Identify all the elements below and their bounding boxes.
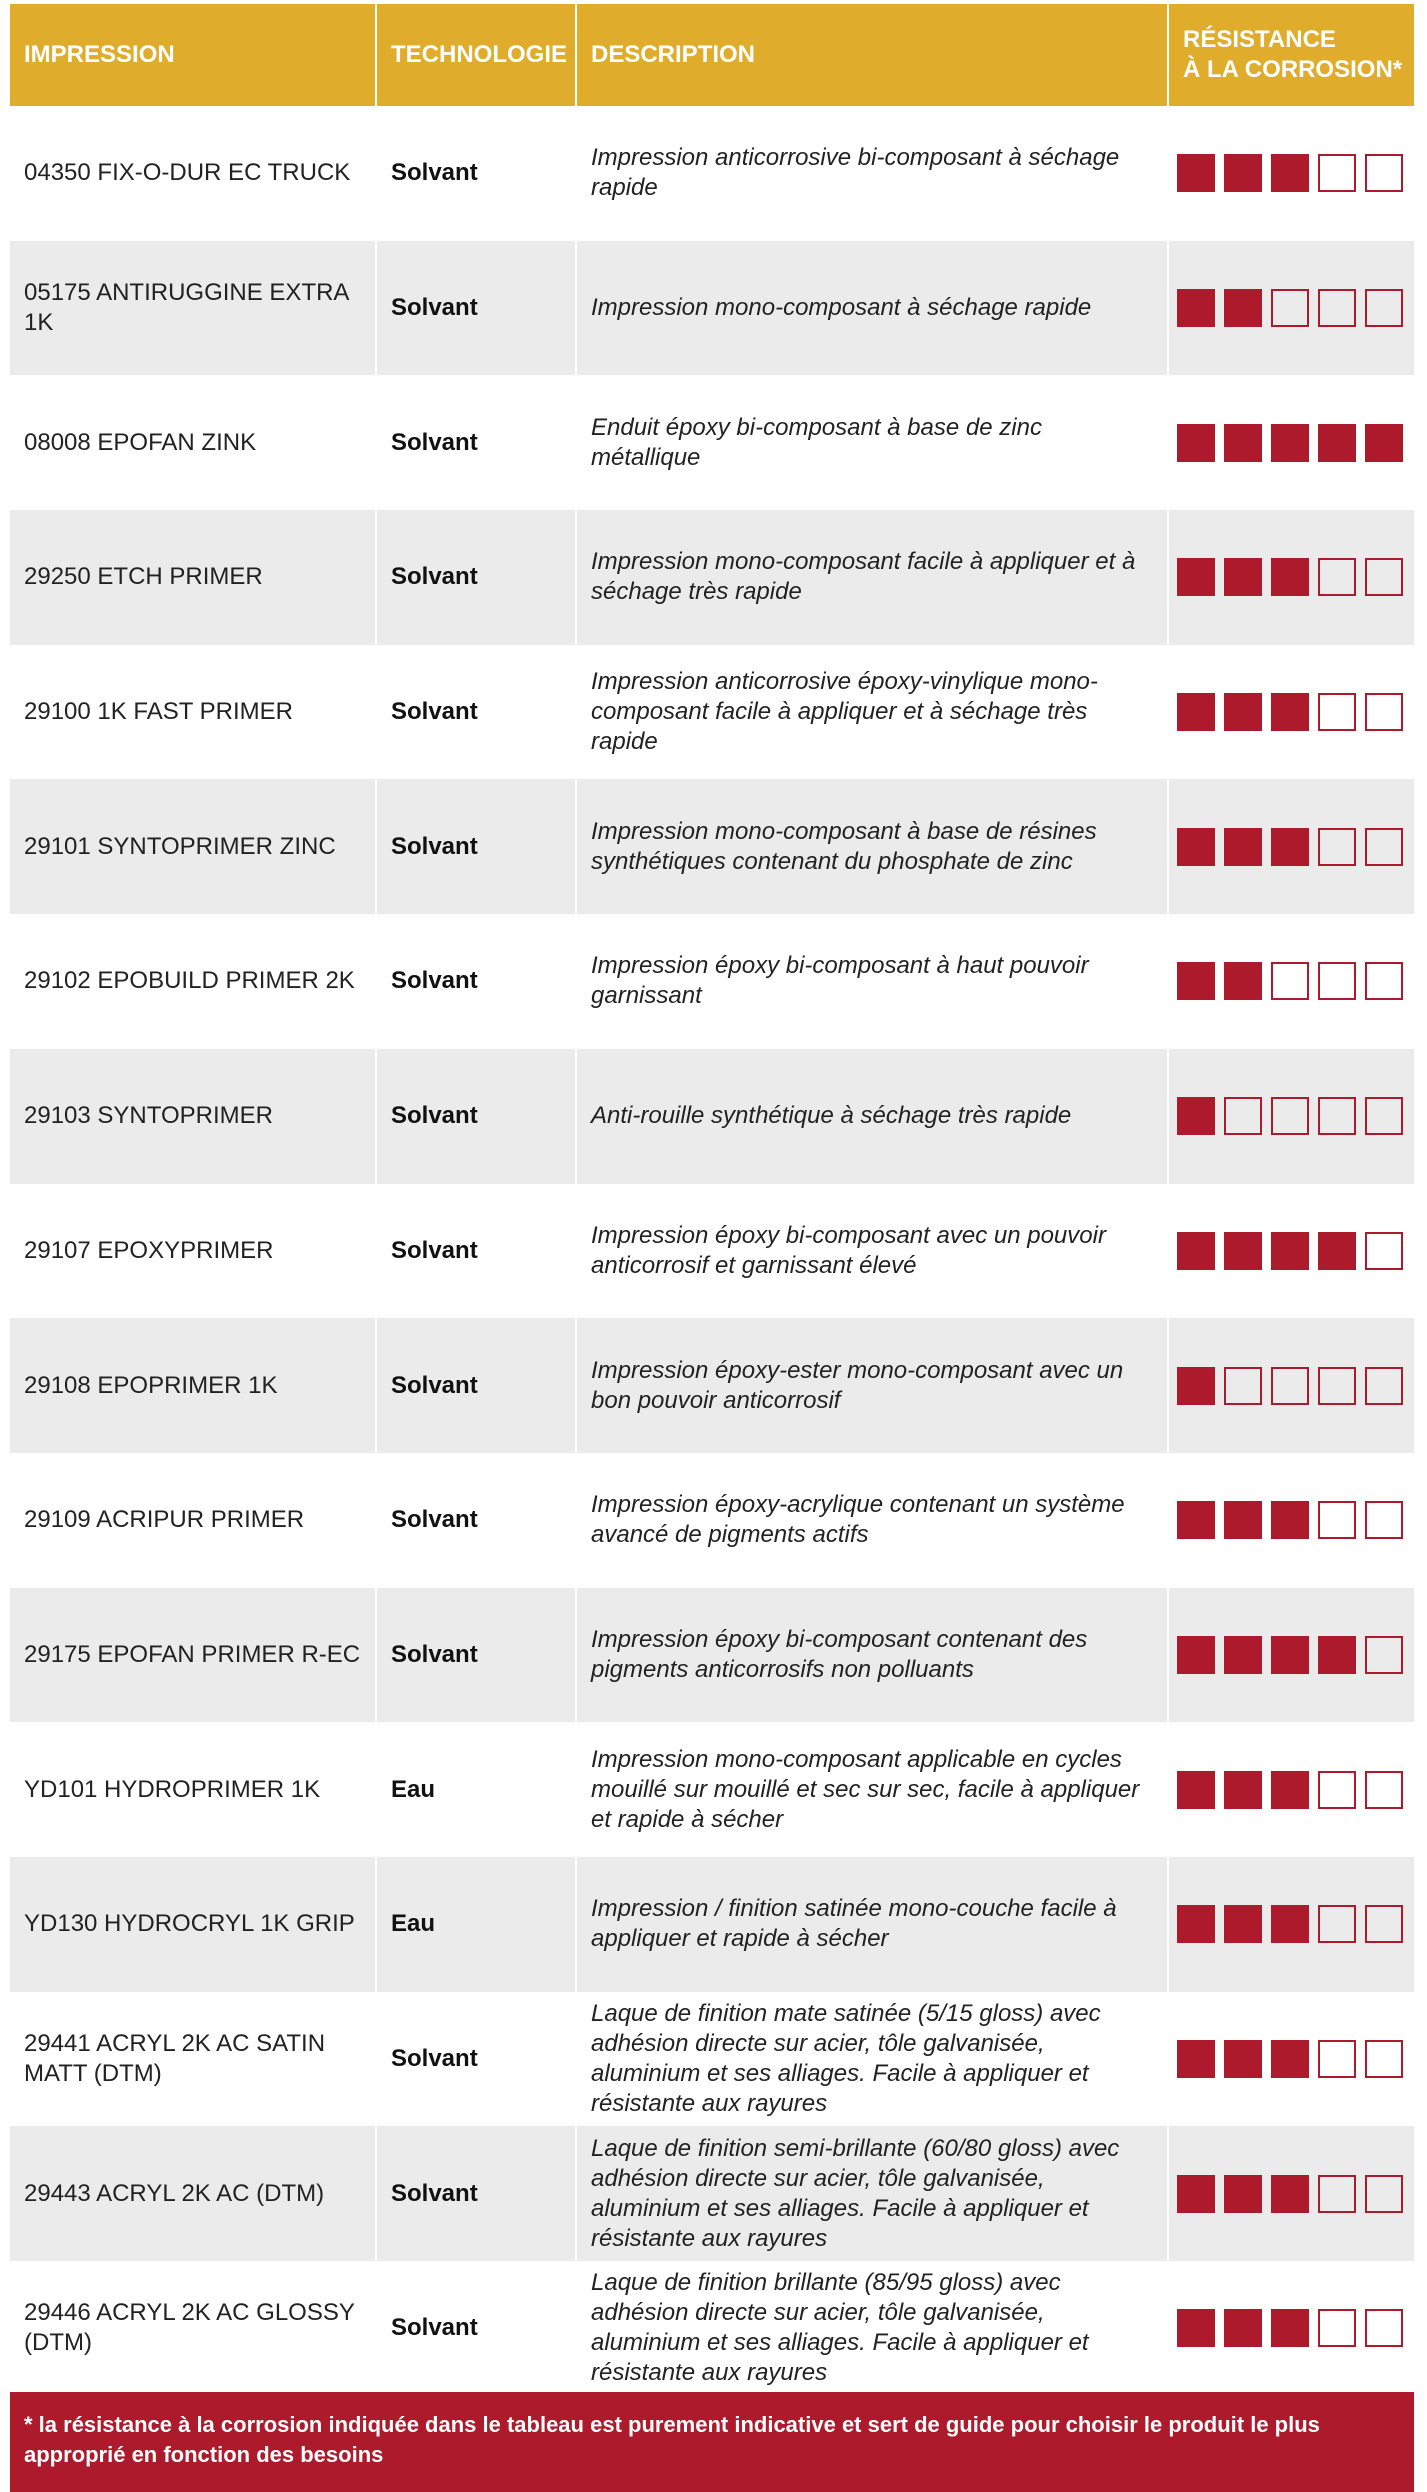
resistance-rating bbox=[1167, 1453, 1414, 1588]
table-row bbox=[10, 1318, 1414, 1453]
impression-cell: 29108 EPOPRIMER 1K bbox=[24, 1371, 278, 1399]
technologie-cell: Solvant bbox=[375, 914, 575, 1049]
rating-square-filled bbox=[1177, 1232, 1215, 1270]
table-row bbox=[10, 779, 1414, 914]
resistance-rating bbox=[1167, 375, 1414, 510]
rating-square-empty bbox=[1365, 693, 1403, 731]
rating-square-filled bbox=[1271, 828, 1309, 866]
rating-square-empty bbox=[1271, 962, 1309, 1000]
rating-square-empty bbox=[1365, 1097, 1403, 1135]
technologie-cell: Solvant bbox=[375, 645, 575, 780]
table-row bbox=[10, 1049, 1414, 1184]
rating-square-filled bbox=[1177, 1501, 1215, 1539]
description-cell: Impression mono-composant à base de résines synthétiques contenant du phosphate de zinc bbox=[575, 779, 1167, 914]
rating-square-empty bbox=[1365, 828, 1403, 866]
resistance-rating bbox=[1167, 106, 1414, 241]
resistance-rating bbox=[1167, 1184, 1414, 1319]
table-header bbox=[10, 4, 1414, 106]
rating-square-empty bbox=[1224, 1367, 1262, 1405]
rating-square-filled bbox=[1224, 693, 1262, 731]
rating-square-empty bbox=[1318, 2040, 1356, 2078]
rating-square-filled bbox=[1177, 693, 1215, 731]
rating-square-filled bbox=[1224, 1501, 1262, 1539]
rating-square-filled bbox=[1224, 424, 1262, 462]
resistance-rating bbox=[1167, 1857, 1414, 1992]
impression-cell: 05175 ANTIRUGGINE EXTRA 1K bbox=[24, 279, 349, 337]
table-row bbox=[10, 241, 1414, 376]
header-resistance bbox=[1167, 4, 1414, 106]
description-cell: Impression époxy bi-composant à haut pouvoir garnissant bbox=[575, 914, 1167, 1049]
description-cell: Enduit époxy bi-composant à base de zinc métallique bbox=[575, 375, 1167, 510]
rating-square-filled bbox=[1271, 693, 1309, 731]
rating-square-filled bbox=[1224, 2040, 1262, 2078]
rating-square-filled bbox=[1177, 1367, 1215, 1405]
table-row bbox=[10, 1184, 1414, 1319]
rating-square-filled bbox=[1271, 2309, 1309, 2347]
resistance-rating bbox=[1167, 1318, 1414, 1453]
rating-square-filled bbox=[1271, 154, 1309, 192]
resistance-rating bbox=[1167, 914, 1414, 1049]
rating-square-empty bbox=[1365, 1501, 1403, 1539]
rating-square-empty bbox=[1318, 558, 1356, 596]
table-row bbox=[10, 645, 1414, 780]
resistance-rating bbox=[1167, 645, 1414, 780]
rating-square-empty bbox=[1318, 1905, 1356, 1943]
impression-cell: YD101 HYDROPRIMER 1K bbox=[24, 1775, 321, 1803]
technologie-cell: Eau bbox=[375, 1722, 575, 1857]
rating-square-filled bbox=[1365, 424, 1403, 462]
table-row bbox=[10, 106, 1414, 241]
rating-square-filled bbox=[1224, 1636, 1262, 1674]
resistance-rating bbox=[1167, 1992, 1414, 2127]
technologie-cell: Solvant bbox=[375, 1049, 575, 1184]
impression-cell: 29102 EPOBUILD PRIMER 2K bbox=[24, 967, 355, 995]
rating-square-filled bbox=[1177, 828, 1215, 866]
table-row bbox=[10, 1992, 1414, 2127]
impression-cell: 29101 SYNTOPRIMER ZINC bbox=[24, 832, 336, 860]
table-row bbox=[10, 510, 1414, 645]
technologie-cell: Eau bbox=[375, 1857, 575, 1992]
impression-cell: 08008 EPOFAN ZINK bbox=[24, 428, 257, 456]
table-row bbox=[10, 1453, 1414, 1588]
impression-cell: 29446 ACRYL 2K AC GLOSSY (DTM) bbox=[24, 2299, 355, 2357]
header-resistance-line2: À LA CORROSION* bbox=[1183, 56, 1403, 83]
impression-cell: 29443 ACRYL 2K AC (DTM) bbox=[24, 2179, 325, 2207]
rating-square-empty bbox=[1318, 828, 1356, 866]
rating-square-filled bbox=[1177, 2309, 1215, 2347]
table-row bbox=[10, 2126, 1414, 2261]
impression-cell: 29109 ACRIPUR PRIMER bbox=[24, 1506, 305, 1534]
description-cell: Impression mono-composant facile à appliquer et à séchage très rapide bbox=[575, 510, 1167, 645]
rating-square-filled bbox=[1224, 1905, 1262, 1943]
footnote: * la résistance à la corrosion indiquée dans le tableau est purement indicative et sert de guide pour choisir le produit le plus approprié en fonction des besoins bbox=[10, 2392, 1414, 2492]
table-row bbox=[10, 914, 1414, 1049]
rating-square-empty bbox=[1318, 1097, 1356, 1135]
description-cell: Impression époxy-acrylique contenant un système avancé de pigments actifs bbox=[575, 1453, 1167, 1588]
technologie-cell: Solvant bbox=[375, 241, 575, 376]
rating-square-filled bbox=[1177, 1771, 1215, 1809]
technologie-cell: Solvant bbox=[375, 1588, 575, 1723]
technologie-cell: Solvant bbox=[375, 2261, 575, 2396]
impression-cell: 29250 ETCH PRIMER bbox=[24, 563, 263, 591]
rating-square-empty bbox=[1365, 962, 1403, 1000]
rating-square-empty bbox=[1271, 1367, 1309, 1405]
resistance-rating bbox=[1167, 1722, 1414, 1857]
header-impression: IMPRESSION bbox=[24, 41, 175, 68]
rating-square-filled bbox=[1271, 1636, 1309, 1674]
rating-square-filled bbox=[1177, 1097, 1215, 1135]
rating-square-empty bbox=[1318, 1501, 1356, 1539]
rating-square-filled bbox=[1224, 289, 1262, 327]
rating-square-empty bbox=[1318, 2309, 1356, 2347]
description-cell: Impression anticorrosive bi-composant à séchage rapide bbox=[575, 106, 1167, 241]
technologie-cell: Solvant bbox=[375, 510, 575, 645]
table-row bbox=[10, 1588, 1414, 1723]
rating-square-filled bbox=[1177, 289, 1215, 327]
rating-square-empty bbox=[1365, 289, 1403, 327]
impression-cell: 29175 EPOFAN PRIMER R-EC bbox=[24, 1640, 361, 1668]
rating-square-empty bbox=[1365, 2040, 1403, 2078]
rating-square-filled bbox=[1224, 1771, 1262, 1809]
impression-cell: YD130 HYDROCRYL 1K GRIP bbox=[24, 1910, 355, 1938]
rating-square-filled bbox=[1271, 558, 1309, 596]
rating-square-empty bbox=[1318, 154, 1356, 192]
resistance-rating bbox=[1167, 2126, 1414, 2261]
rating-square-filled bbox=[1177, 2175, 1215, 2213]
rating-square-empty bbox=[1271, 1097, 1309, 1135]
rating-square-filled bbox=[1177, 1636, 1215, 1674]
rating-square-filled bbox=[1224, 558, 1262, 596]
description-cell: Impression époxy bi-composant avec un pouvoir anticorrosif et garnissant élevé bbox=[575, 1184, 1167, 1319]
rating-square-filled bbox=[1271, 2040, 1309, 2078]
impression-cell: 29103 SYNTOPRIMER bbox=[24, 1102, 273, 1130]
rating-square-filled bbox=[1224, 2309, 1262, 2347]
rating-square-empty bbox=[1318, 289, 1356, 327]
rating-square-filled bbox=[1177, 558, 1215, 596]
header-description: DESCRIPTION bbox=[575, 4, 1167, 106]
technologie-cell: Solvant bbox=[375, 779, 575, 914]
rating-square-filled bbox=[1224, 154, 1262, 192]
description-cell: Laque de finition mate satinée (5/15 gloss) avec adhésion directe sur acier, tôle galvanisée, aluminium et ses alliages. Facile à appliquer et résistante aux rayures bbox=[575, 1992, 1167, 2127]
description-cell: Impression anticorrosive époxy-vinylique mono-composant facile à appliquer et à séchage très rapide bbox=[575, 645, 1167, 780]
rating-square-filled bbox=[1271, 424, 1309, 462]
rating-square-empty bbox=[1365, 1232, 1403, 1270]
impression-cell: 29100 1K FAST PRIMER bbox=[24, 698, 294, 726]
header-technologie: TECHNOLOGIE bbox=[375, 4, 575, 106]
rating-square-empty bbox=[1365, 2309, 1403, 2347]
rating-square-filled bbox=[1271, 1501, 1309, 1539]
table-row bbox=[10, 1722, 1414, 1857]
description-cell: Impression mono-composant à séchage rapide bbox=[575, 241, 1167, 376]
table-row bbox=[10, 1857, 1414, 1992]
technologie-cell: Solvant bbox=[375, 1992, 575, 2127]
resistance-rating bbox=[1167, 241, 1414, 376]
technologie-cell: Solvant bbox=[375, 1318, 575, 1453]
rating-square-empty bbox=[1318, 693, 1356, 731]
resistance-rating bbox=[1167, 2261, 1414, 2396]
rating-square-filled bbox=[1318, 424, 1356, 462]
description-cell: Laque de finition brillante (85/95 gloss) avec adhésion directe sur acier, tôle galvanisée, aluminium et ses alliages. Facile à appliquer et résistante aux rayures bbox=[575, 2261, 1167, 2396]
rating-square-empty bbox=[1365, 1367, 1403, 1405]
rating-square-filled bbox=[1271, 1771, 1309, 1809]
rating-square-empty bbox=[1365, 558, 1403, 596]
table-body bbox=[10, 106, 1414, 2396]
rating-square-filled bbox=[1177, 424, 1215, 462]
rating-square-filled bbox=[1177, 962, 1215, 1000]
rating-square-filled bbox=[1224, 962, 1262, 1000]
description-cell: Impression époxy bi-composant contenant des pigments anticorrosifs non polluants bbox=[575, 1588, 1167, 1723]
header-resistance-line1: RÉSISTANCE bbox=[1183, 26, 1336, 53]
impression-cell: 04350 FIX-O-DUR EC TRUCK bbox=[24, 159, 351, 187]
rating-square-empty bbox=[1365, 1636, 1403, 1674]
rating-square-filled bbox=[1224, 1232, 1262, 1270]
rating-square-empty bbox=[1271, 289, 1309, 327]
resistance-rating bbox=[1167, 510, 1414, 645]
impression-cell: 29107 EPOXYPRIMER bbox=[24, 1236, 274, 1264]
technologie-cell: Solvant bbox=[375, 106, 575, 241]
rating-square-filled bbox=[1177, 154, 1215, 192]
rating-square-filled bbox=[1271, 2175, 1309, 2213]
rating-square-filled bbox=[1271, 1232, 1309, 1270]
technologie-cell: Solvant bbox=[375, 1453, 575, 1588]
resistance-rating bbox=[1167, 1588, 1414, 1723]
table-row bbox=[10, 375, 1414, 510]
description-cell: Impression / finition satinée mono-couche facile à appliquer et rapide à sécher bbox=[575, 1857, 1167, 1992]
rating-square-empty bbox=[1365, 2175, 1403, 2213]
description-cell: Impression époxy-ester mono-composant avec un bon pouvoir anticorrosif bbox=[575, 1318, 1167, 1453]
product-table bbox=[10, 4, 1414, 2396]
rating-square-filled bbox=[1177, 2040, 1215, 2078]
rating-square-empty bbox=[1365, 154, 1403, 192]
rating-square-empty bbox=[1318, 2175, 1356, 2213]
rating-square-empty bbox=[1224, 1097, 1262, 1135]
technologie-cell: Solvant bbox=[375, 375, 575, 510]
rating-square-empty bbox=[1365, 1771, 1403, 1809]
rating-square-filled bbox=[1318, 1232, 1356, 1270]
technologie-cell: Solvant bbox=[375, 2126, 575, 2261]
table-row bbox=[10, 2261, 1414, 2396]
rating-square-empty bbox=[1318, 1367, 1356, 1405]
rating-square-empty bbox=[1365, 1905, 1403, 1943]
rating-square-filled bbox=[1318, 1636, 1356, 1674]
rating-square-filled bbox=[1271, 1905, 1309, 1943]
description-cell: Impression mono-composant applicable en cycles mouillé sur mouillé et sec sur sec, facile à appliquer et rapide à sécher bbox=[575, 1722, 1167, 1857]
rating-square-filled bbox=[1224, 828, 1262, 866]
resistance-rating bbox=[1167, 779, 1414, 914]
technologie-cell: Solvant bbox=[375, 1184, 575, 1319]
impression-cell: 29441 ACRYL 2K AC SATIN MATT (DTM) bbox=[24, 2029, 326, 2087]
description-cell: Laque de finition semi-brillante (60/80 gloss) avec adhésion directe sur acier, tôle galvanisée, aluminium et ses alliages. Facile à appliquer et résistante aux rayures bbox=[575, 2126, 1167, 2261]
resistance-rating bbox=[1167, 1049, 1414, 1184]
rating-square-filled bbox=[1177, 1905, 1215, 1943]
rating-square-empty bbox=[1318, 962, 1356, 1000]
rating-square-empty bbox=[1318, 1771, 1356, 1809]
description-cell: Anti-rouille synthétique à séchage très rapide bbox=[575, 1049, 1167, 1184]
rating-square-filled bbox=[1224, 2175, 1262, 2213]
